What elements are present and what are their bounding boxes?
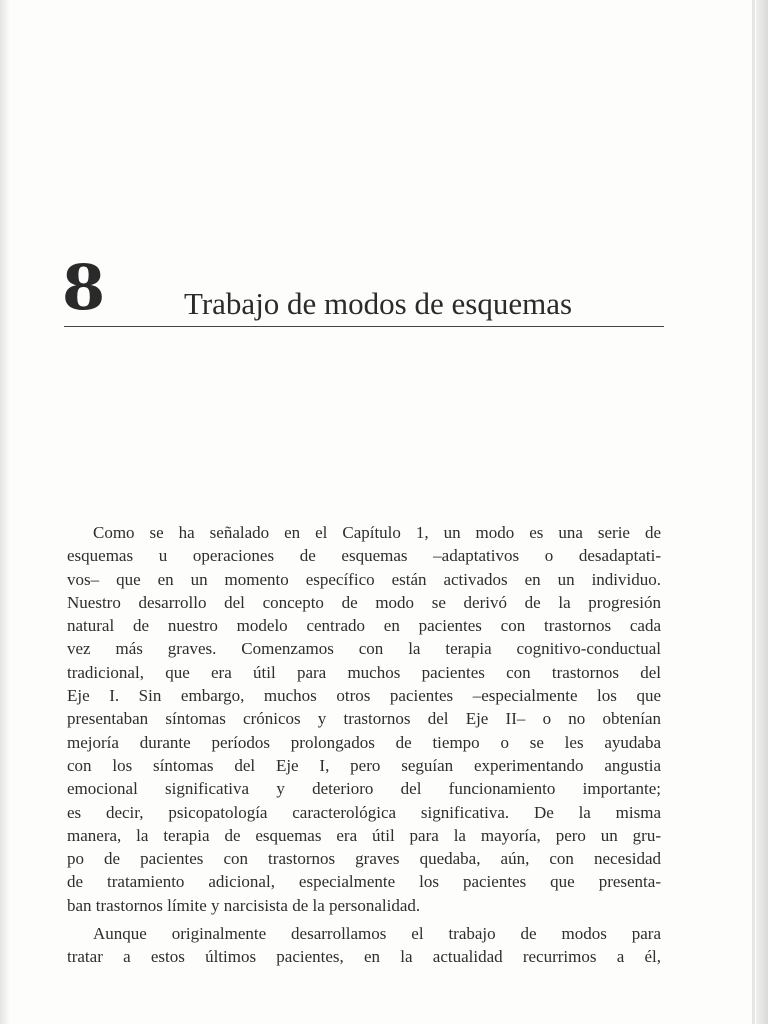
page-edge — [752, 0, 755, 1024]
text-line: ban trastornos límite y narcisista de la personalidad. — [67, 895, 421, 915]
text-line: vez más graves. Comenzamos con la terapia cognitivo-conductual — [67, 639, 661, 659]
text-line: esquemas u operaciones de esquemas –adaptativos o desadaptati- — [67, 546, 661, 566]
text-line: emocional significativa y deterioro del funcionamiento importante; — [67, 779, 661, 799]
text-line: tratar a estos últimos pacientes, en la actualidad recurrimos a él, — [67, 947, 661, 967]
chapter-title: Trabajo de modos de esquemas — [184, 286, 573, 321]
text-line: de tratamiento adicional, especialmente los pacientes que presenta- — [67, 872, 661, 892]
text-line: po de pacientes con trastornos graves quedaba, aún, con necesidad — [67, 849, 661, 869]
text-line: Nuestro desarrollo del concepto de modo se derivó de la progresión — [67, 592, 661, 612]
chapter-title-rule — [64, 326, 664, 327]
paragraph-2 — [67, 922, 661, 969]
chapter-number: 8 — [62, 251, 106, 324]
text-line: Como se ha señalado en el Capítulo 1, un modo es una serie de — [93, 523, 661, 542]
text-line: con los síntomas del Eje I, pero seguían experimentando angustia — [67, 755, 661, 775]
text-line: natural de nuestro modelo centrado en pacientes con trastornos cada — [67, 616, 661, 636]
text-line: tradicional, que era útil para muchos pacientes con trastornos del — [67, 662, 661, 682]
text-line: vos– que en un momento específico están activados en un individuo. — [67, 569, 661, 589]
text-line: Eje I. Sin embargo, muchos otros pacientes –especialmente los que — [67, 686, 661, 706]
body-text — [67, 521, 661, 969]
text-line: manera, la terapia de esquemas era útil para la mayoría, pero un gru- — [67, 825, 661, 845]
adjacent-page-strip — [756, 0, 768, 1024]
paragraph-1 — [67, 521, 661, 917]
page-gutter-shadow — [0, 0, 10, 1024]
text-line: mejoría durante períodos prolongados de tiempo o se les ayudaba — [67, 732, 661, 752]
text-line: es decir, psicopatología caracterológica significativa. De la misma — [67, 802, 661, 822]
text-line: presentaban síntomas crónicos y trastornos del Eje II– o no obtenían — [67, 709, 661, 729]
text-line: Aunque originalmente desarrollamos el trabajo de modos para — [93, 924, 661, 944]
